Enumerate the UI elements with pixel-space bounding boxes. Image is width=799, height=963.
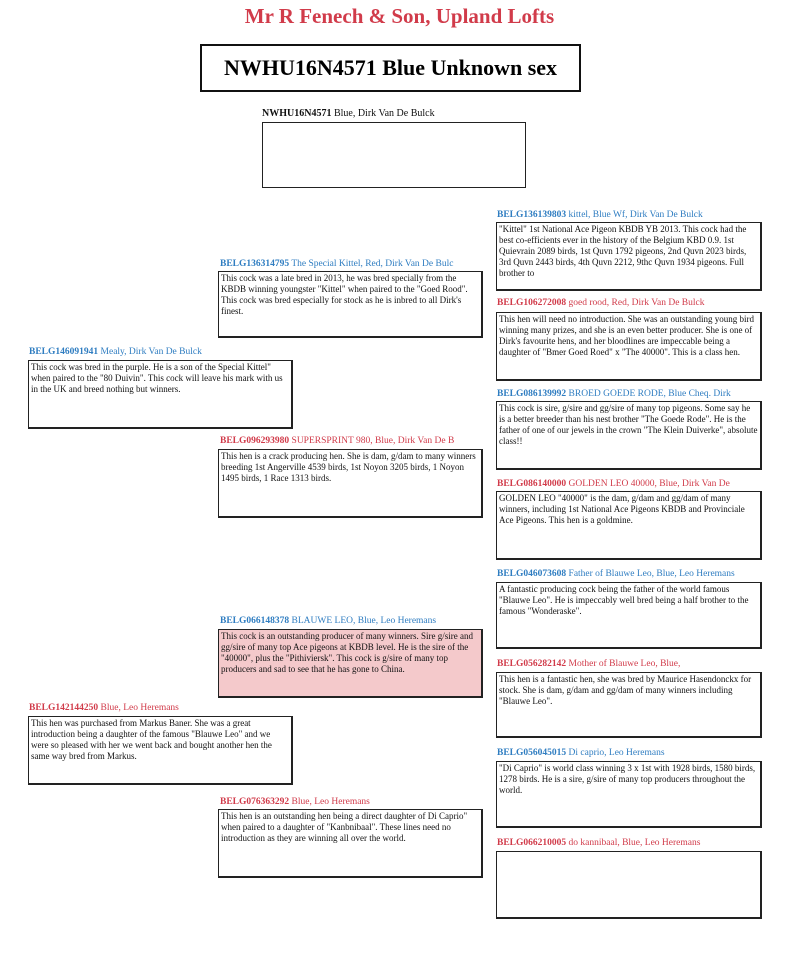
hen-076-header [220,797,496,807]
dam-sire-notes: This hen is a crack producing hen. She is dam, g/dam to many winners breeding 1st Angerville 4539 birds, 1st Noyon 3205 birds, 1 Noyon 1495 birds, 1 Race 1313 birds. [218,449,483,518]
sire-notes: This cock was a late bred in 2013, he was bred specially from the KBDB winning youngster "Kittel" when paired to the "Goed Rood". This cock was bred especially for stock as he is inbred to all Dirk's finest. [218,271,483,338]
loft-title: Mr R Fenech & Son, Upland Lofts [244,4,555,28]
mother-leo-header [497,659,772,669]
sire-code: BELG136314795 [220,259,290,269]
hen-076-desc: Blue, Leo Heremans [289,797,370,807]
hen-142-desc: Blue, Leo Heremans [98,703,179,713]
di-caprio-notes: "Di Caprio" is world class winning 3 x 1st with 1928 birds, 1580 birds, 1278 birds. He is a sire, g/sire of many top producers throughout the world. [496,761,762,828]
di-caprio-header [497,748,772,758]
dam-sire-sire-desc: BROED GOEDE RODE, Blue Cheq. Dirk [566,389,731,399]
sire-header [220,259,496,269]
dam-sire-desc: SUPERSPRINT 980, Blue, Dirk Van De B [289,436,455,446]
hen-142-notes: This hen was purchased from Markus Baner. She was a great introduction being a daughter of the famous "Blauwe Leo" and we were so pleased with her we went back and bought another hen the same way bred from Markus. [28,716,293,785]
bird-id-box: NWHU16N4571 Blue Unknown sex [200,44,581,92]
sire-dam-header [497,298,772,308]
dam-dam-sire-code: BELG046073608 [497,569,567,579]
sire-sire-desc: kittel, Blue Wf, Dirk Van De Bulck [566,210,703,220]
mother-leo-code: BELG056282142 [497,659,567,669]
dam-sire-dam-header [497,479,777,489]
hen-142-code: BELG142144250 [29,703,99,713]
mother-leo-desc: Mother of Blauwe Leo, Blue, [566,659,681,669]
subject-header [262,108,435,119]
sire-dam-notes: This hen will need no introduction. She was an outstanding young bird winning many prizes, and she is an even better producer. She is one of Dirk's favourite hens, and her bloodlines are impeccable being a daughter of "Bmer Goed Roed" x "The 40000". This is a class hen. [496,312,762,381]
hen-076-code: BELG076363292 [220,797,290,807]
blauwe-leo-header [220,616,496,626]
kannibaal-header [497,838,772,848]
sire-dam-desc: goed rood, Red, Dirk Van De Bulck [566,298,705,308]
kannibaal-code: BELG066210005 [497,838,567,848]
dam-code: BELG146091941 [29,347,99,357]
sire-sire-code: BELG136139803 [497,210,567,220]
dam-header [29,347,291,357]
blauwe-leo-notes: This cock is an outstanding producer of many winners. Sire g/sire and gg/sire of many top Ace pigeons at KBDB level. He is the sire of the "40000", plus the "Pithiviersk". This cock is g/sire of many top producers and sad to see that he has gone to China. [218,629,483,698]
sire-sire-notes: "Kittel" 1st National Ace Pigeon KBDB YB 2013. This cock had the best co-efficients ever in the history of the Belgium KBD 0.9. 1st Quievrain 2089 birds, 1st Quvn 1792 pigeons, 2nd Quvn 2023 birds, 3rd Quvn 2443 birds, 4th Quvn 2212, 9thc Quvn 1934 pigeons. Full brother to [496,222,762,291]
blauwe-leo-desc: BLAUWE LEO, Blue, Leo Heremans [289,616,437,626]
dam-desc: Mealy, Dirk Van De Bulck [98,347,202,357]
dam-sire-code: BELG096293980 [220,436,290,446]
sire-sire-header [497,210,772,220]
dam-sire-dam-desc: GOLDEN LEO 40000, Blue, Dirk Van De [566,479,730,489]
hen-076-notes: This hen is an outstanding hen being a direct daughter of Di Caprio" when paired to a daughter of "Kanbnibaal". These lines need no introduction as they are winning all over the world. [218,809,483,878]
dam-notes: This cock was bred in the purple. He is a son of the Special Kittel" when paired to the "80 Duivin". This cock will leave his mark with us in the UK and breed nothing but winners. [28,360,293,429]
kannibaal-desc: do kannibaal, Blue, Leo Heremans [566,838,701,848]
blauwe-leo-code: BELG066148378 [220,616,290,626]
di-caprio-code: BELG056045015 [497,748,567,758]
di-caprio-desc: Di caprio, Leo Heremans [566,748,665,758]
dam-sire-header [220,436,496,446]
hen-142-header [29,703,291,713]
kannibaal-notes [496,851,762,919]
dam-sire-dam-code: BELG086140000 [497,479,567,489]
sire-desc: The Special Kittel, Red, Dirk Van De Bulc [289,259,454,269]
dam-sire-dam-notes: GOLDEN LEO "40000" is the dam, g/dam and gg/dam of many winners, including 1st National Ace Pigeons KBDB and Provinciale Ace Pigeons. This hen is a goldmine. [496,491,762,560]
dam-sire-sire-header [497,389,777,399]
dam-dam-sire-desc: Father of Blauwe Leo, Blue, Leo Heremans [566,569,735,579]
subject-desc: Blue, Dirk Van De Bulck [331,108,435,119]
dam-dam-sire-header [497,569,777,579]
subject-notes [262,122,526,188]
dam-sire-sire-notes: This cock is sire, g/sire and gg/sire of many top pigeons. Some say he is a better breeder than his nest brother "The Goede Rode". He is the father of one of our jewels in the crown "The Klein Duiverke", absolute class!! [496,401,762,470]
dam-dam-sire-notes: A fantastic producing cock being the father of the world famous "Blauwe Leo". He is impeccably well bred being a half brother to the famous "Wonderaske". [496,582,762,649]
dam-sire-sire-code: BELG086139992 [497,389,567,399]
sire-dam-code: BELG106272008 [497,298,567,308]
subject-code: NWHU16N4571 [262,108,332,119]
mother-leo-notes: This hen is a fantastic hen, she was bred by Maurice Hasendonckx for stock. She is dam, g/dam and gg/dam of many winners including "Blauwe Leo". [496,672,762,738]
